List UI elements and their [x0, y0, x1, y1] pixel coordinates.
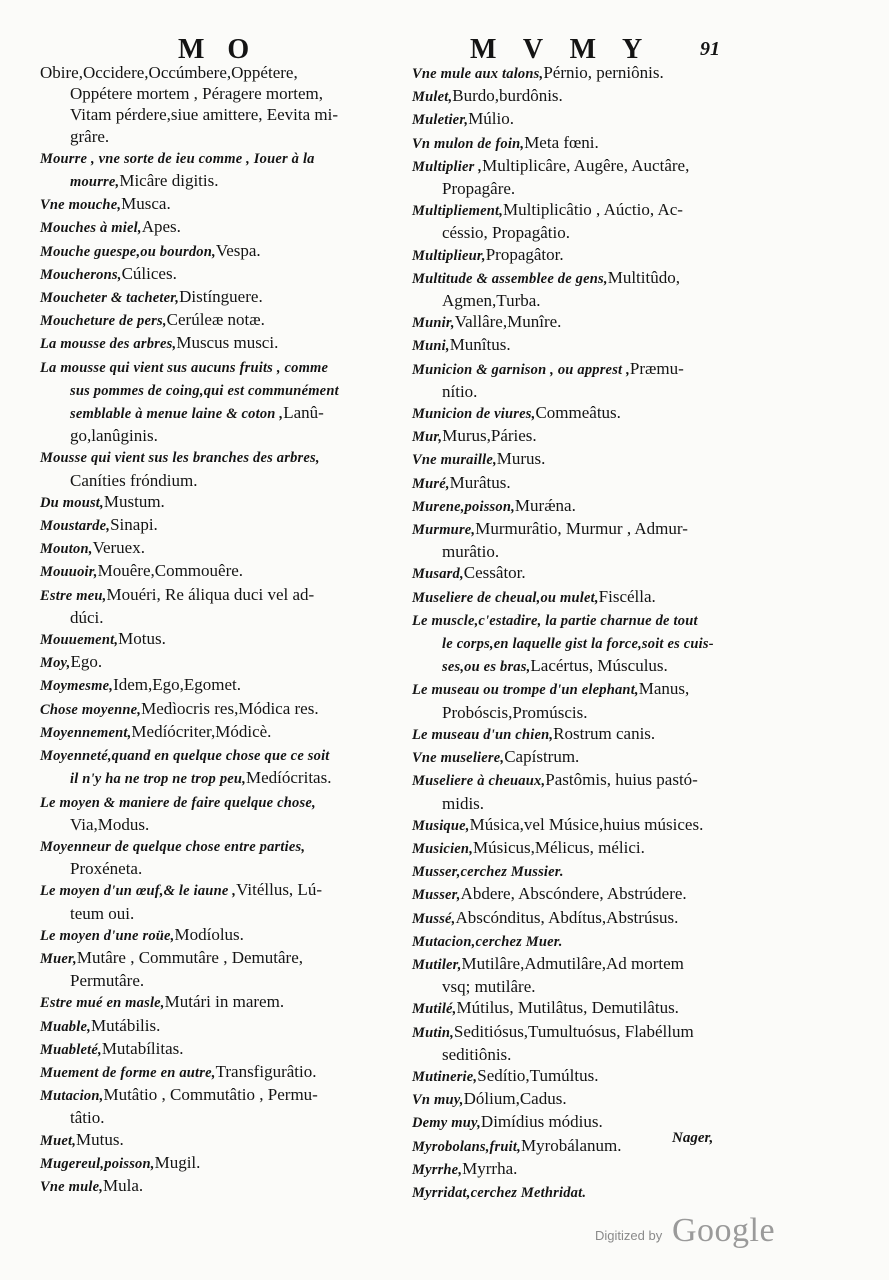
dictionary-entry-line: [412, 723, 744, 746]
dictionary-entry-line: [40, 744, 385, 767]
dictionary-entry-line: [412, 997, 744, 1020]
dictionary-entry-line: [40, 379, 385, 402]
french-headword: Le moyen d'une roüe,: [40, 927, 175, 944]
french-headword: Muableté,: [40, 1041, 102, 1058]
french-headword: Muable,: [40, 1018, 91, 1035]
french-headword: Muement de forme en autre,: [40, 1064, 216, 1081]
french-headword: Muet,: [40, 1132, 77, 1149]
latin-gloss: Motus.: [118, 629, 166, 649]
latin-gloss: Multitûdo,: [607, 267, 680, 287]
french-headword: Mouches à miel,: [40, 220, 142, 237]
latin-gloss: midis.: [442, 793, 485, 813]
dictionary-entry-line: [40, 425, 385, 446]
latin-gloss: grâre.: [70, 126, 110, 146]
french-headword: Myrrhe,: [412, 1161, 463, 1178]
french-headword: Mutacion,cerchez Muer.: [412, 933, 563, 950]
latin-gloss: Pastômis, huius pastó-: [545, 770, 698, 790]
french-headword: Vne mule,: [40, 1178, 104, 1195]
french-headword: Mutin,: [412, 1024, 454, 1041]
dictionary-entry-line: [40, 470, 385, 491]
french-headword: Vn muy,: [412, 1092, 464, 1109]
dictionary-entry-line: [412, 1158, 744, 1181]
catchword: Nager,: [672, 1130, 714, 1146]
french-headword: Mousse qui vient sus les branches des arbres,: [40, 450, 320, 467]
dictionary-entry-line: [412, 267, 744, 290]
dictionary-entry-line: [40, 947, 385, 970]
dictionary-entry-line: [40, 698, 385, 721]
french-headword: Multipliement,: [412, 203, 504, 220]
dictionary-entry-line: [40, 1175, 385, 1198]
dictionary-entry-line: [40, 584, 385, 607]
latin-gloss: tâtio.: [70, 1108, 105, 1128]
french-headword: ses,ou es bras,: [442, 659, 531, 676]
dictionary-entry-line: [412, 1044, 744, 1065]
latin-gloss: Musca.: [121, 194, 171, 214]
latin-gloss: Mutus.: [76, 1129, 124, 1149]
latin-gloss: Lanû-: [283, 403, 324, 423]
dictionary-entry-line: [412, 472, 744, 495]
right-column: [412, 62, 744, 1204]
latin-gloss: Mutábilis.: [90, 1015, 161, 1035]
dictionary-entry-line: [40, 356, 385, 379]
french-headword: Moymesme,: [40, 678, 114, 695]
french-headword: mourre,: [70, 174, 120, 191]
dictionary-entry-line: [40, 814, 385, 835]
french-headword: Moyenneté,quand en quelque chose que ce soit: [40, 748, 330, 765]
french-headword: Mulet,: [412, 89, 453, 106]
dictionary-entry-line: [40, 216, 385, 239]
french-headword: Vne mouche,: [40, 197, 122, 214]
dictionary-entry-line: [40, 309, 385, 332]
french-headword: Moustarde,: [40, 518, 111, 535]
dictionary-entry-line: [40, 263, 385, 286]
running-head-right: M V M Y: [470, 34, 653, 65]
dictionary-entry-line: [412, 62, 744, 85]
dictionary-entry-line: [40, 674, 385, 697]
french-headword: Muer,: [40, 950, 77, 967]
dictionary-entry-line: [40, 1015, 385, 1038]
french-headword: Du moust,: [40, 494, 104, 511]
french-headword: Mur,: [412, 429, 443, 446]
latin-gloss: seditiônis.: [442, 1044, 512, 1064]
dictionary-entry-line: [40, 991, 385, 1014]
french-headword: Vne muraille,: [412, 452, 497, 469]
latin-gloss: Apes.: [141, 217, 181, 237]
latin-gloss: Sedítio,Tumúltus.: [477, 1065, 599, 1085]
dictionary-entry-line: [412, 1021, 744, 1044]
dictionary-entry-line: [40, 147, 385, 170]
dictionary-entry-line: [40, 537, 385, 560]
latin-gloss: Mútilus, Mutilâtus, Demutilâtus.: [456, 998, 679, 1018]
french-headword: Municion de viures,: [412, 406, 536, 423]
dictionary-entry-line: [40, 402, 385, 425]
french-headword: Muré,: [412, 475, 450, 492]
dictionary-entry-line: [40, 560, 385, 583]
latin-gloss: Manus,: [638, 679, 690, 699]
latin-gloss: nítio.: [442, 381, 478, 401]
latin-gloss: Murǽna.: [514, 495, 576, 515]
french-headword: Moy,: [40, 655, 71, 672]
french-headword: Multitude & assemblee de gens,: [412, 270, 608, 287]
french-headword: Muni,: [412, 338, 450, 355]
latin-gloss: Abdere, Abscóndere, Abstrúdere.: [460, 884, 687, 904]
latin-gloss: Cerúleæ notæ.: [166, 310, 265, 330]
dictionary-entry-line: [412, 632, 744, 655]
french-headword: semblable à menue laine & coton ,: [70, 406, 284, 423]
dictionary-entry-line: [412, 814, 744, 837]
dictionary-entry-line: [412, 562, 744, 585]
dictionary-entry-line: [40, 514, 385, 537]
latin-gloss: Burdo,burdônis.: [452, 86, 563, 106]
dictionary-entry-line: [40, 767, 385, 790]
dictionary-entry-line: [412, 793, 744, 814]
latin-gloss: Mugil.: [154, 1152, 201, 1172]
latin-gloss: Lacértus, Músculus.: [530, 656, 668, 676]
dictionary-entry-line: [40, 835, 385, 858]
dictionary-entry-line: [412, 358, 744, 381]
latin-gloss: Dimídius módius.: [480, 1112, 603, 1132]
dictionary-entry-line: [412, 85, 744, 108]
latin-gloss: Myrobálanum.: [520, 1135, 622, 1155]
dictionary-entry-line: [40, 903, 385, 924]
left-column: [40, 62, 385, 1198]
latin-gloss: teum oui.: [70, 903, 135, 923]
french-headword: Mouche guespe,ou bourdon,: [40, 243, 216, 260]
dictionary-entry-line: [412, 381, 744, 402]
dictionary-entry-line: [412, 907, 744, 930]
french-headword: Mutinerie,: [412, 1068, 478, 1085]
french-headword: Chose moyenne,: [40, 701, 142, 718]
page-number: 91: [700, 38, 720, 60]
running-head-left: M O: [178, 34, 258, 65]
dictionary-entry-line: [412, 860, 744, 883]
latin-gloss: Meta fœni.: [524, 132, 599, 152]
dictionary-entry-line: [40, 104, 385, 125]
latin-gloss: Vespa.: [215, 240, 261, 260]
latin-gloss: go,lanûginis.: [70, 426, 158, 446]
dictionary-entry-line: [40, 62, 385, 83]
latin-gloss: Transfigurâtio.: [215, 1061, 317, 1081]
latin-gloss: Abscónditus, Abdítus,Abstrúsus.: [455, 907, 679, 927]
latin-gloss: Via,Modus.: [70, 814, 150, 834]
dictionary-entry-line: [412, 290, 744, 311]
dictionary-entry-line: [412, 930, 744, 953]
latin-gloss: Murus,Páries.: [442, 426, 537, 446]
latin-gloss: Mutâtio , Commutâtio , Permu-: [103, 1085, 318, 1105]
dictionary-entry-line: [40, 924, 385, 947]
french-headword: Muletier,: [412, 112, 469, 129]
french-headword: Myrridat,cerchez Methridat.: [412, 1184, 587, 1201]
french-headword: La mousse qui vient sus aucuns fruits , comme: [40, 359, 329, 376]
digitized-by-label: Digitized by: [595, 1228, 663, 1243]
french-headword: Moucheter & tacheter,: [40, 290, 180, 307]
dictionary-entry-line: [40, 879, 385, 902]
latin-gloss: Vitéllus, Lú-: [236, 880, 322, 900]
google-logo: Google: [672, 1212, 776, 1249]
dictionary-entry-line: [412, 1181, 744, 1204]
dictionary-entry-line: [412, 244, 744, 267]
latin-gloss: céssio, Propagâtio.: [442, 223, 570, 243]
dictionary-entry-line: [40, 286, 385, 309]
latin-gloss: Oppétere mortem , Péragere mortem,: [70, 84, 324, 104]
french-headword: Multiplier ,: [412, 158, 483, 175]
latin-gloss: Música,vel Músice,huius músices.: [469, 814, 704, 834]
latin-gloss: Muscus musci.: [176, 333, 279, 353]
dictionary-entry-line: [40, 651, 385, 674]
dictionary-entry-line: [40, 970, 385, 991]
latin-gloss: Vitam pérdere,siue amittere, Eevita mi-: [70, 105, 339, 125]
latin-gloss: Multiplicâre, Augêre, Auctâre,: [482, 155, 690, 175]
dictionary-entry-line: [412, 495, 744, 518]
dictionary-entry-line: [412, 702, 744, 723]
latin-gloss: Fiscélla.: [598, 586, 656, 606]
french-headword: Le muscle,c'estadire, la partie charnue de tout: [412, 612, 698, 629]
latin-gloss: Mutilâre,Admutilâre,Ad mortem: [461, 953, 684, 973]
dictionary-entry-line: [40, 628, 385, 651]
french-headword: Musser,cerchez Mussier.: [412, 864, 564, 881]
french-headword: Mussé,: [412, 910, 456, 927]
latin-gloss: Commeâtus.: [535, 403, 621, 423]
dictionary-entry-line: [412, 178, 744, 199]
french-headword: Mourre , vne sorte de ieu comme , Iouer à la: [40, 150, 315, 167]
dictionary-entry-line: [40, 607, 385, 628]
latin-gloss: Distínguere.: [179, 287, 263, 307]
dictionary-entry-line: [40, 332, 385, 355]
latin-gloss: Capístrum.: [504, 747, 580, 767]
dictionary-entry-line: [412, 155, 744, 178]
dictionary-entry-line: [412, 108, 744, 131]
latin-gloss: Mustum.: [103, 491, 165, 511]
latin-gloss: Músicus,Mélicus, mélici.: [473, 837, 645, 857]
french-headword: Mouuement,: [40, 632, 119, 649]
dictionary-entry-line: [412, 883, 744, 906]
dictionary-entry-line: [40, 1152, 385, 1175]
french-headword: Municion & garnison , ou apprest ,: [412, 361, 630, 378]
latin-gloss: Seditiósus,Tumultuósus, Flabéllum: [453, 1021, 694, 1041]
latin-gloss: Mula.: [103, 1175, 144, 1195]
dictionary-entry-line: [40, 791, 385, 814]
french-headword: Murene,poisson,: [412, 498, 515, 515]
latin-gloss: Murmurâtio, Murmur , Admur-: [475, 519, 688, 539]
latin-gloss: Micâre digitis.: [119, 171, 219, 191]
latin-gloss: Pérnio, perniônis.: [543, 63, 664, 82]
french-headword: Mouuoir,: [40, 564, 98, 581]
latin-gloss: Permutâre.: [70, 971, 145, 991]
latin-gloss: Veruex.: [92, 538, 145, 558]
dictionary-entry-line: [412, 199, 744, 222]
dictionary-entry-line: [40, 858, 385, 879]
dictionary-entry-line: [412, 976, 744, 997]
dictionary-entry-line: [40, 126, 385, 147]
latin-gloss: Propagâre.: [442, 179, 516, 199]
dictionary-entry-line: [412, 586, 744, 609]
dictionary-entry-line: [412, 518, 744, 541]
latin-gloss: Murâtus.: [449, 472, 511, 492]
dictionary-entry-line: [412, 1088, 744, 1111]
dictionary-entry-line: [40, 83, 385, 104]
dictionary-entry-line: [412, 448, 744, 471]
french-headword: Moyenneur de quelque chose entre parties,: [40, 838, 306, 855]
french-headword: Mouton,: [40, 541, 93, 558]
latin-gloss: Mouêre,Commouêre.: [97, 561, 244, 581]
dictionary-entry-line: [40, 240, 385, 263]
french-headword: Musicien,: [412, 840, 474, 857]
french-headword: Mutiler,: [412, 956, 462, 973]
dictionary-entry-line: [412, 425, 744, 448]
french-headword: Musard,: [412, 566, 464, 583]
dictionary-entry-line: [40, 193, 385, 216]
french-headword: Myrobolans,fruit,: [412, 1138, 521, 1155]
latin-gloss: dúci.: [70, 607, 104, 627]
latin-gloss: Caníties fróndium.: [70, 470, 198, 490]
latin-gloss: Sinapi.: [110, 515, 158, 535]
latin-gloss: Cúlices.: [121, 263, 177, 283]
latin-gloss: Probóscis,Promúscis.: [442, 702, 588, 722]
latin-gloss: Mouéri, Re áliqua duci vel ad-: [106, 584, 315, 604]
dictionary-entry-line: [40, 446, 385, 469]
french-headword: Le museau d'un chien,: [412, 726, 554, 743]
dictionary-entry-line: [412, 746, 744, 769]
french-headword: sus pommes de coing,qui est communément: [70, 382, 339, 399]
french-headword: il n'y ha ne trop ne trop peu,: [70, 771, 246, 788]
latin-gloss: Cessâtor.: [463, 563, 526, 583]
french-headword: Le museau ou trompe d'un elephant,: [412, 682, 639, 699]
latin-gloss: Mutári in marem.: [164, 992, 285, 1012]
french-headword: Mutilé,: [412, 1001, 457, 1018]
latin-gloss: Murus.: [496, 449, 546, 469]
french-headword: Munir,: [412, 315, 455, 332]
latin-gloss: Modíolus.: [174, 924, 244, 944]
latin-gloss: vsq; mutilâre.: [442, 977, 536, 997]
french-headword: Vne museliere,: [412, 750, 505, 767]
latin-gloss: Multiplicâtio , Aúctio, Ac-: [503, 200, 683, 220]
latin-gloss: Agmen,Turba.: [442, 291, 541, 311]
dictionary-entry-line: [412, 655, 744, 678]
latin-gloss: Proxéneta.: [70, 859, 143, 879]
french-headword: Vn mulon de foin,: [412, 135, 525, 152]
latin-gloss: Myrrha.: [462, 1158, 518, 1178]
dictionary-entry-line: [412, 132, 744, 155]
dictionary-entry-line: [412, 402, 744, 425]
dictionary-entry-line: [412, 769, 744, 792]
dictionary-entry-line: [412, 1065, 744, 1088]
french-headword: Museliere à cheuaux,: [412, 773, 546, 790]
dictionary-entry-line: [40, 1038, 385, 1061]
latin-gloss: Propagâtor.: [485, 244, 564, 264]
dictionary-entry-line: [412, 837, 744, 860]
french-headword: Musique,: [412, 817, 470, 834]
french-headword: Estre meu,: [40, 587, 107, 604]
latin-gloss: Mutâre , Commutâre , Demutâre,: [76, 947, 303, 967]
french-headword: Le moyen & maniere de faire quelque chose,: [40, 794, 316, 811]
french-headword: le corps,en laquelle gist la force,soit es cuis-: [442, 636, 714, 653]
french-headword: Murmure,: [412, 522, 476, 539]
latin-gloss: Vallâre,Munîre.: [454, 312, 562, 332]
dictionary-entry-line: [40, 1084, 385, 1107]
latin-gloss: Obire,Occidere,Occúmbere,Oppétere,: [40, 63, 298, 82]
latin-gloss: Múlio.: [468, 109, 514, 129]
latin-gloss: Mutabílitas.: [101, 1038, 184, 1058]
dictionary-entry-line: [412, 678, 744, 701]
latin-gloss: Rostrum canis.: [553, 723, 656, 743]
french-headword: Multiplieur,: [412, 247, 486, 264]
latin-gloss: Medíócritas.: [246, 768, 332, 788]
french-headword: Museliere de cheual,ou mulet,: [412, 589, 599, 606]
french-headword: Vne mule aux talons,: [412, 66, 544, 82]
latin-gloss: murâtio.: [442, 542, 500, 562]
french-headword: Mutacion,: [40, 1088, 104, 1105]
french-headword: Mugereul,poisson,: [40, 1155, 155, 1172]
latin-gloss: Idem,Ego,Egomet.: [113, 675, 242, 695]
latin-gloss: Ego.: [70, 652, 103, 672]
dictionary-entry-line: [412, 609, 744, 632]
dictionary-entry-line: [412, 334, 744, 357]
dictionary-entry-line: [412, 311, 744, 334]
dictionary-entry-line: [40, 1107, 385, 1128]
dictionary-entry-line: [412, 541, 744, 562]
french-headword: Moyennement,: [40, 724, 132, 741]
latin-gloss: Munîtus.: [449, 335, 511, 355]
latin-gloss: Præmu-: [629, 358, 684, 378]
dictionary-entry-line: [412, 953, 744, 976]
french-headword: Demy muy,: [412, 1115, 481, 1132]
latin-gloss: Dólium,Cadus.: [463, 1089, 567, 1109]
french-headword: Estre mué en masle,: [40, 995, 165, 1012]
latin-gloss: Medìocris res,Módica res.: [141, 698, 319, 718]
latin-gloss: Medíócriter,Módicè.: [131, 721, 272, 741]
french-headword: Moucheture de pers,: [40, 313, 167, 330]
french-headword: La mousse des arbres,: [40, 336, 177, 353]
french-headword: Le moyen d'un œuf,& le iaune ,: [40, 883, 237, 900]
dictionary-entry-line: [40, 170, 385, 193]
french-headword: Musser,: [412, 887, 461, 904]
dictionary-entry-line: [40, 1061, 385, 1084]
french-headword: Moucherons,: [40, 266, 122, 283]
dictionary-entry-line: [40, 1129, 385, 1152]
dictionary-entry-line: [412, 222, 744, 243]
dictionary-entry-line: [40, 721, 385, 744]
dictionary-entry-line: [40, 491, 385, 514]
